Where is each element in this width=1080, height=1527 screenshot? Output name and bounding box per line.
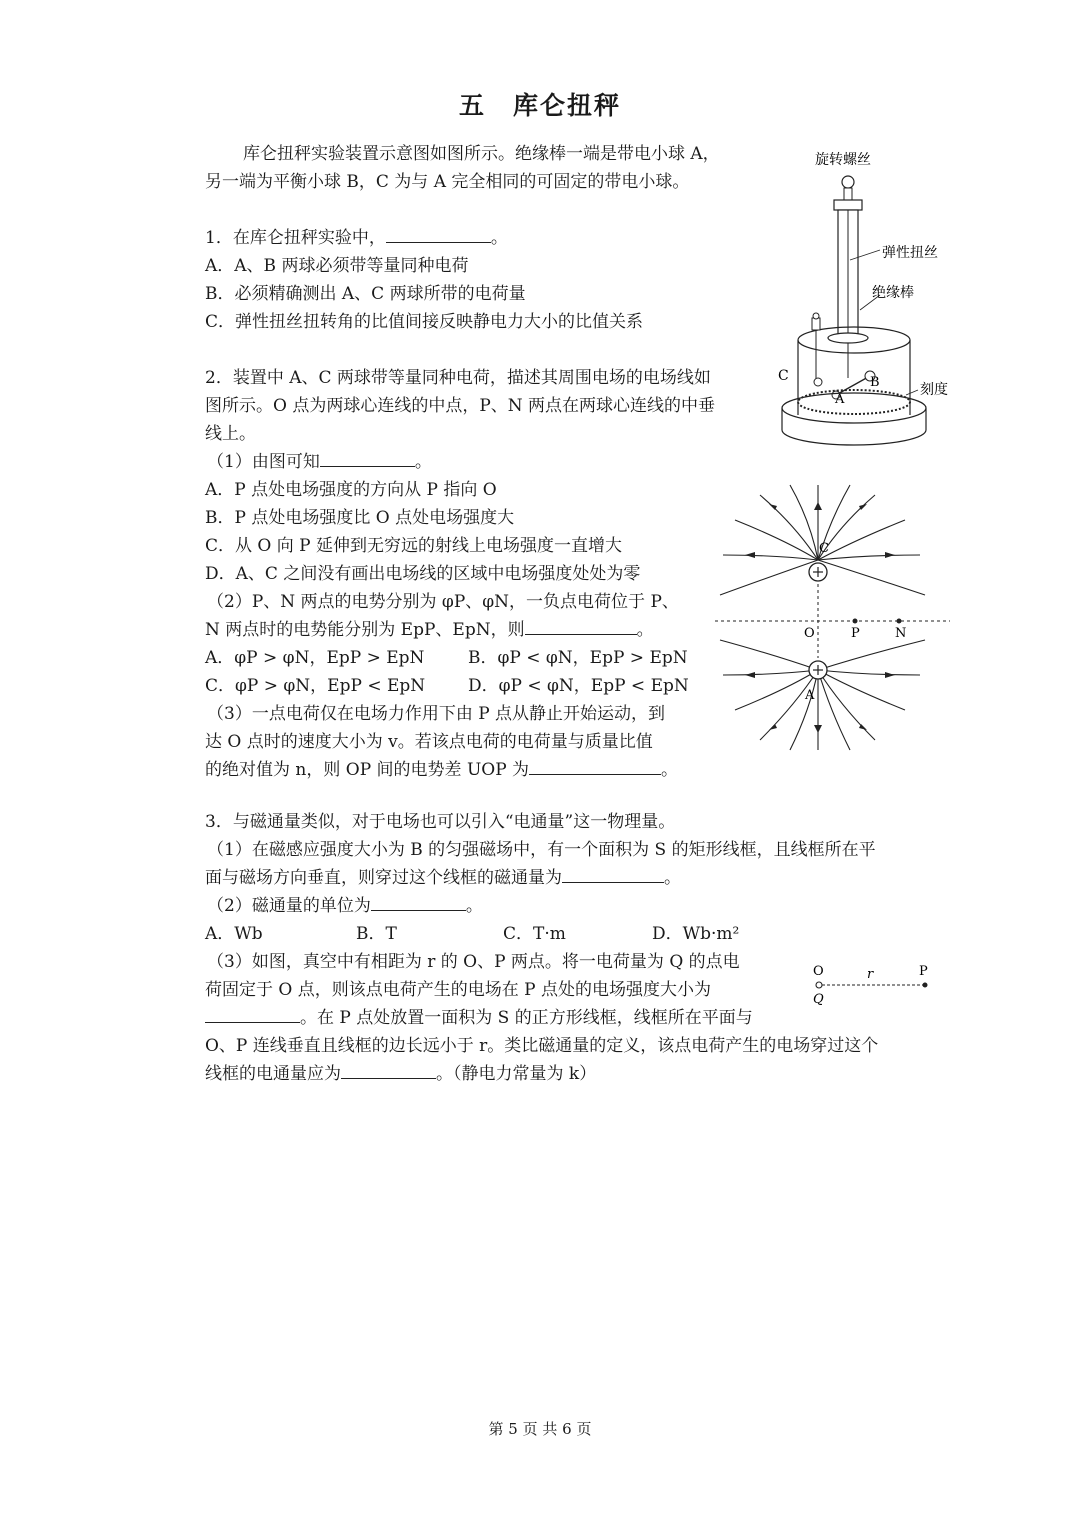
label-p: P — [851, 626, 860, 641]
label-p: P — [919, 964, 928, 979]
page-footer: 第 5 页 共 6 页 — [488, 1420, 592, 1438]
q2-part2-line-1: （2）P、N 两点的电势分别为 φP、φN，一负点电荷位于 P、 — [207, 592, 679, 612]
q3-part2-stem: （2）磁通量的单位为 。 — [207, 892, 483, 920]
q2-stem-line-3: 线上。 — [205, 424, 256, 444]
q3-part2-option-c: C．T·m — [503, 924, 566, 944]
q1-option-c: C．弹性扭丝扭转角的比值间接反映静电力大小的比值关系 — [205, 312, 644, 332]
q3-part3-line-4: O、P 连线垂直且线框的边长远小于 r。类比磁通量的定义，该点电荷产生的电场穿过这个 — [205, 1036, 879, 1056]
q2-part2-option-b: B．φP < φN，EpP > EpN — [468, 648, 688, 668]
q3-part3-line-1: （3）如图，真空中有相距为 r 的 O、P 两点。将一电荷量为 Q 的点电 — [207, 952, 740, 972]
q3-part2-option-d: D．Wb·m² — [652, 924, 740, 944]
label-wire: 弹性扭丝 — [882, 245, 938, 261]
q3-stem: 3．与磁通量类似，对于电场也可以引入“电通量”这一物理量。 — [205, 812, 676, 832]
q2-stem-line-1: 2．装置中 A、C 两球带等量同种电荷，描述其周围电场的电场线如 — [205, 368, 711, 388]
q2-part1-option-c: C．从 O 向 P 延伸到无穷远的射线上电场强度一直增大 — [205, 536, 622, 556]
q1-option-b: B．必须精确测出 A、C 两球所带的电荷量 — [205, 284, 526, 304]
intro-line-2: 另一端为平衡小球 B，C 为与 A 完全相同的可固定的带电小球。 — [205, 172, 690, 192]
label-c: C — [819, 541, 829, 556]
label-a: A — [835, 392, 845, 407]
label-n: N — [895, 626, 907, 641]
q3-part3-blank-1[interactable] — [205, 1004, 300, 1023]
field-lines-figure — [715, 480, 950, 755]
q2-part1-option-a: A．P 点处电场强度的方向从 P 指向 O — [205, 480, 497, 500]
point-o — [816, 982, 822, 988]
q3-part1-line-1: （1）在磁感应强度大小为 B 的匀强磁场中，有一个面积为 S 的矩形线框，且线框所在平 — [207, 840, 876, 860]
q1-answer-blank[interactable] — [386, 224, 491, 243]
field-arrows — [745, 502, 895, 733]
op-distance-figure — [808, 958, 938, 1008]
q1-option-a: A．A、B 两球必须带等量同种电荷 — [205, 256, 469, 276]
q2-part1-stem: （1）由图可知 。 — [207, 448, 432, 476]
q3-part3-blank-2[interactable] — [341, 1060, 436, 1079]
q2-part2-blank[interactable] — [525, 616, 637, 635]
q3-part2-blank[interactable] — [371, 892, 466, 911]
q3-part3-line-3: 。在 P 点处放置一面积为 S 的正方形线框，线框所在平面与 — [205, 1004, 753, 1032]
q2-part3-line-3: 的绝对值为 n，则 OP 间的电势差 UOP 为 。 — [205, 756, 678, 784]
q2-part2-option-a: A．φP > φN，EpP > EpN — [205, 648, 425, 668]
label-o: O — [804, 626, 815, 641]
label-r: r — [867, 967, 874, 982]
label-q: Q — [813, 992, 824, 1007]
q2-part1-option-d: D．A、C 之间没有画出电场线的区域中电场强度处处为零 — [205, 564, 641, 584]
lower-field-lines — [720, 640, 925, 750]
q2-part3-line-2: 达 O 点时的速度大小为 v。若该点电荷的电荷量与质量比值 — [205, 732, 653, 752]
q3-part1-line-2: 面与磁场方向垂直，则穿过这个线框的磁通量为 。 — [205, 864, 681, 892]
q3-part3-line-2: 荷固定于 O 点，则该点电荷产生的电场在 P 点处的电场强度大小为 — [205, 980, 711, 1000]
q2-part2-option-d: D．φP < φN，EpP < EpN — [468, 676, 689, 696]
point-p — [923, 983, 928, 988]
q2-stem-line-2: 图所示。O 点为两球心连线的中点，P、N 两点在两球心连线的中垂 — [205, 396, 716, 416]
label-o: O — [813, 964, 824, 979]
q2-part1-blank[interactable] — [320, 448, 415, 467]
label-c: C — [778, 368, 789, 384]
label-a: A — [805, 688, 815, 703]
page-title: 五 库仑扭秤 — [458, 91, 621, 120]
q2-part2-line-2: N 两点时的电势能分别为 EpP、EpN，则 。 — [205, 616, 654, 644]
q1-stem: 1．在库仑扭秤实验中， 。 — [205, 224, 508, 252]
point-p — [853, 619, 858, 624]
point-n — [897, 619, 902, 624]
q2-part3-blank[interactable] — [529, 756, 661, 775]
label-screw: 旋转螺丝 — [815, 152, 871, 168]
q2-part3-line-1: （3）一点电荷仅在电场力作用下由 P 点从静止开始运动，到 — [207, 704, 666, 724]
label-rod: 绝缘棒 — [872, 285, 914, 301]
label-b: B — [870, 375, 880, 390]
torsion-balance-figure — [770, 140, 970, 455]
q3-part2-option-b: B．T — [356, 924, 397, 944]
q3-part3-line-5: 线框的电通量应为 。（静电力常量为 k） — [205, 1060, 596, 1088]
q2-part2-option-c: C．φP > φN，EpP < EpN — [205, 676, 426, 696]
q3-part1-blank[interactable] — [562, 864, 664, 883]
screw-knob — [842, 176, 854, 188]
label-scale: 刻度 — [920, 382, 948, 398]
intro-line-1: 库仑扭秤实验装置示意图如图所示。绝缘棒一端是带电小球 A， — [243, 144, 720, 164]
q3-part2-option-a: A．Wb — [205, 924, 263, 944]
q2-part1-option-b: B．P 点处电场强度比 O 点处电场强度大 — [205, 508, 515, 528]
